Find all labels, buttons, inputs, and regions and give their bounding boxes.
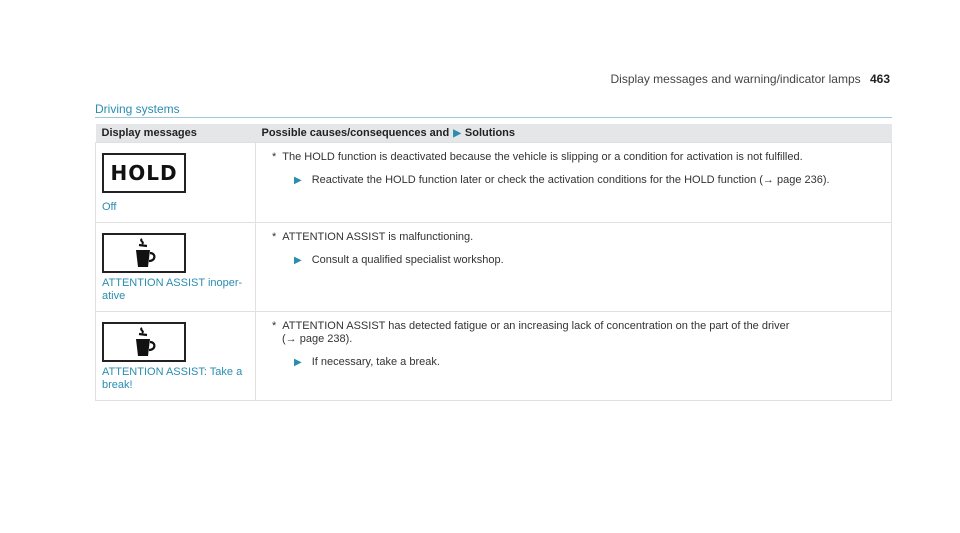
asterisk: * [272, 151, 277, 163]
display-message-cell [96, 312, 256, 401]
cause-solution-cell [256, 312, 892, 401]
cause-text: * ATTENTION ASSIST is malfunctioning. [272, 231, 474, 243]
table-row [96, 143, 892, 223]
column-header-causes: Possible causes/consequences and [261, 127, 450, 139]
page-number: 463 [869, 72, 890, 86]
asterisk: * [272, 320, 277, 332]
cause-text: * The HOLD function is deactivated because the vehicle is slipping or a condition for activation is not fulfilled. [272, 151, 803, 163]
table-header-row [96, 124, 892, 143]
column-header-solutions: Solutions [464, 127, 516, 139]
arrow-right-icon: ▶ [294, 357, 302, 368]
solution-text: If necessary, take a break. [311, 356, 440, 368]
column-header-display-messages: Display messages [96, 124, 256, 143]
message-label: ATTENTION ASSIST inoper- ative [102, 277, 243, 302]
table-row [96, 223, 892, 312]
column-header-causes-solutions [256, 124, 892, 143]
message-label: ATTENTION ASSIST: Take a break! [102, 366, 243, 391]
page-header [611, 72, 891, 86]
section-divider [95, 117, 892, 118]
arrow-right-icon: ▶ [294, 175, 302, 186]
solution-item [294, 174, 881, 187]
display-message-cell [96, 223, 256, 312]
hold-icon: HOLD [102, 153, 186, 193]
solution-item [294, 356, 881, 369]
display-messages-table [95, 124, 892, 401]
page-header-title: Display messages and warning/indicator lamps [610, 72, 861, 86]
solution-text: Consult a qualified specialist workshop. [311, 254, 504, 266]
arrow-right-icon: ▶ [294, 255, 302, 266]
asterisk: * [272, 231, 277, 243]
solution-text: Reactivate the HOLD function later or check the activation conditions for the HOLD function (→ page 236). [311, 174, 830, 186]
cause-solution-cell [256, 223, 892, 312]
coffee-cup-icon [102, 322, 186, 362]
solution-item [294, 254, 881, 267]
section-title: Driving systems [95, 102, 180, 116]
message-label: Off [102, 201, 117, 213]
cause-solution-cell [256, 143, 892, 223]
display-message-cell [96, 143, 256, 223]
table-row [96, 312, 892, 401]
coffee-cup-icon [102, 233, 186, 273]
cause-text: * ATTENTION ASSIST has detected fatigue or an increasing lack of concentration on the part of the driver (→ page 238). [272, 320, 881, 346]
page-reference: (→ page 238). [282, 333, 353, 345]
arrow-right-icon: ▶ [453, 128, 461, 139]
